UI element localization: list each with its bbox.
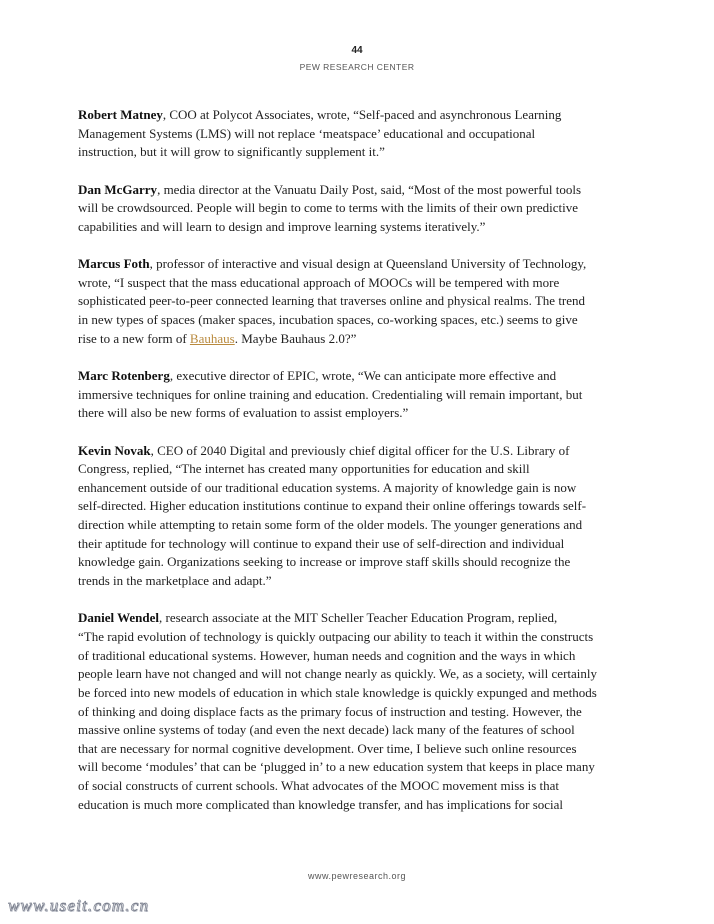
- document-body: [78, 106, 668, 833]
- line-text: . Maybe Bauhaus 2.0?”: [234, 330, 357, 346]
- line-text: , CEO of 2040 Digital and previously chief digital officer for the U.S. Library of: [150, 442, 570, 458]
- paragraph-line: will be crowdsourced. People will begin to come to terms with the limits of their own predictive: [78, 200, 579, 216]
- paragraph-line: [78, 609, 668, 628]
- paragraph-line: knowledge gain. Organizations seeking to increase or improve staff skills should recognize the: [78, 554, 571, 570]
- paragraph-line: trends in the marketplace and adapt.”: [78, 573, 272, 589]
- line-text: , research associate at the MIT Scheller Teacher Education Program, replied,: [159, 610, 558, 626]
- paragraph-line: [78, 181, 668, 200]
- speaker-name: Marcus Foth: [78, 256, 150, 272]
- paragraph-line: Congress, replied, “The internet has created many opportunities for education and skill: [78, 461, 530, 477]
- line-text: rise to a new form of: [78, 330, 190, 346]
- paragraph-line: their aptitude for technology will continue to expand their use of self-direction and individual: [78, 535, 565, 551]
- paragraph-line: Management Systems (LMS) will not replace ‘meatspace’ educational and occupational: [78, 125, 536, 141]
- line-text: , professor of interactive and visual design at Queensland University of Technology,: [149, 256, 587, 272]
- publisher-header: PEW RESEARCH CENTER: [299, 62, 415, 72]
- speaker-name: Robert Matney: [78, 107, 163, 122]
- paragraph-line: of traditional educational systems. However, human needs and cognition and the ways in which: [78, 647, 576, 663]
- line-text: , media director at the Vanuatu Daily Post, said, “Most of the most powerful tools: [157, 181, 582, 197]
- paragraph-line: that are necessary for normal cognitive development. Over time, I believe such online resources: [78, 740, 577, 756]
- paragraph-line: wrote, “I suspect that the mass educational approach of MOOCs will be tempered with more: [78, 274, 560, 290]
- speaker-name: Kevin Novak: [78, 442, 151, 458]
- paragraph-line: education is much more complicated than knowledge transfer, and has implications for social: [78, 796, 564, 812]
- paragraph-line: massive online systems of today (and even the next decade) lack many of the features of school: [78, 722, 575, 738]
- quote-paragraph-daniel-wendel: [78, 609, 668, 814]
- paragraph-line: [78, 367, 668, 386]
- speaker-name: Dan McGarry: [78, 181, 158, 197]
- paragraph-line: [78, 330, 668, 349]
- paragraph-line: enhancement outside of our traditional education systems. A majority of knowledge gain is now: [78, 479, 577, 495]
- line-text: , COO at Polycot Associates, wrote, “Self-paced and asynchronous Learning: [162, 107, 562, 122]
- quote-paragraph-marc-rotenberg: [78, 367, 668, 423]
- paragraph-line: people learn have not changed and will not change nearly as quickly. We, as a society, will certainly: [78, 666, 598, 682]
- paragraph-line: self-directed. Higher education institutions continue to expand their online offerings towards self-: [78, 498, 587, 514]
- paragraph-line: there will also be new forms of evaluation to assist employers.”: [78, 405, 409, 421]
- paragraph-line: [78, 255, 668, 274]
- watermark: www.useit.com.cn: [8, 896, 150, 915]
- paragraph-line: will become ‘modules’ that can be ‘plugged in’ to a new education system that keeps in place many: [78, 759, 595, 775]
- quote-paragraph-robert-matney: [78, 106, 668, 162]
- paragraph-line: of thinking and doing displace facts as the primary focus of instruction and testing. However, the: [78, 703, 582, 719]
- paragraph-line: “The rapid evolution of technology is quickly outpacing our ability to teach it within the constructs: [78, 628, 594, 644]
- paragraph-line: immersive techniques for online training and education. Credentialing will remain important, but: [78, 386, 583, 402]
- speaker-name: Daniel Wendel: [78, 610, 160, 626]
- paragraph-line: of social constructs of current schools. What advocates of the MOOC movement miss is that: [78, 778, 560, 794]
- bauhaus-link[interactable]: Bauhaus: [189, 330, 235, 346]
- paragraph-line: [78, 106, 668, 125]
- paragraph-line: be forced into new models of education in which stale knowledge is quickly expunged and methods: [78, 684, 597, 700]
- paragraph-line: [78, 442, 668, 461]
- speaker-name: Marc Rotenberg: [78, 367, 170, 383]
- paragraph-line: in new types of spaces (maker spaces, incubation spaces, co-working spaces, etc.) seems to give: [78, 312, 578, 328]
- paragraph-line: instruction, but it will grow to significantly supplement it.”: [78, 144, 385, 160]
- line-text: , executive director of EPIC, wrote, “We can anticipate more effective and: [169, 367, 557, 383]
- quote-paragraph-kevin-novak: [78, 442, 668, 591]
- paragraph-line: direction while attempting to retain some form of the older models. The younger generations and: [78, 517, 583, 533]
- paragraph-line: sophisticated peer-to-peer connected learning that traverses online and physical realms. The trend: [78, 293, 586, 309]
- footer-url: www.pewresearch.org: [307, 871, 407, 881]
- paragraph-line: capabilities and will learn to design and improve learning systems iteratively.”: [78, 218, 486, 234]
- quote-paragraph-marcus-foth: [78, 255, 668, 348]
- quote-paragraph-dan-mcgarry: [78, 181, 668, 237]
- page-number: 44: [351, 45, 363, 56]
